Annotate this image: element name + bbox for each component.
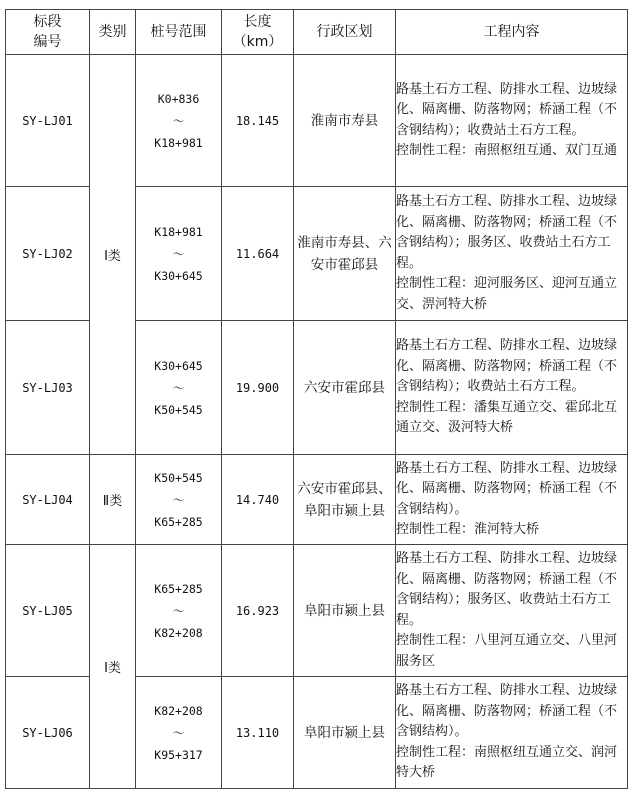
header-range: 桩号范围 <box>136 10 222 55</box>
range-start: K82+208 <box>154 703 203 718</box>
range-end: K65+285 <box>154 514 203 529</box>
range-start: K65+285 <box>154 581 203 596</box>
content-cell <box>396 455 628 545</box>
header-row <box>6 10 628 55</box>
content-cell <box>396 55 628 187</box>
region-cell: 阜阳市颍上县 <box>294 677 396 789</box>
region-cell: 阜阳市颍上县 <box>294 545 396 677</box>
content-cell <box>396 677 628 789</box>
range-end: K18+981 <box>154 135 203 150</box>
length-cell: 13.110 <box>222 677 294 789</box>
range-tilde: ～ <box>172 380 185 395</box>
section-code: SY-LJ06 <box>6 677 90 789</box>
range-start: K18+981 <box>154 224 203 239</box>
control-text: 控制性工程：南照枢纽互通、双门互通 <box>396 143 618 158</box>
control-text: 控制性工程：潘集互通立交、霍邱北互通立交、汲河特大桥 <box>396 399 618 436</box>
region-cell: 淮南市寿县、六安市霍邱县 <box>294 187 396 321</box>
control-text: 控制性工程：八里河互通立交、八里河服务区 <box>396 633 618 669</box>
content-text: 路基土石方工程、防排水工程、边坡绿化、隔离栅、防落物网；桥涵工程（不含钢结构）。 <box>396 683 618 740</box>
content-text: 路基土石方工程、防排水工程、边坡绿化、隔离栅、防落物网；桥涵工程（不含钢结构）；收费站土石方工程。 <box>396 81 618 138</box>
range-cell <box>136 55 222 187</box>
range-tilde: ～ <box>172 113 185 128</box>
header-category: 类别 <box>90 10 136 55</box>
section-code: SY-LJ05 <box>6 545 90 677</box>
header-code: 标段 编号 <box>6 10 90 55</box>
range-cell <box>136 321 222 455</box>
header-content: 工程内容 <box>396 10 628 55</box>
length-cell: 14.740 <box>222 455 294 545</box>
length-cell: 11.664 <box>222 187 294 321</box>
range-tilde: ～ <box>172 246 185 261</box>
category-cell <box>90 455 136 545</box>
category-label: Ⅰ类 <box>104 661 121 676</box>
range-cell <box>136 455 222 545</box>
category-cell <box>90 55 136 455</box>
length-cell: 16.923 <box>222 545 294 677</box>
table-row <box>6 545 628 677</box>
table-row <box>6 455 628 545</box>
content-text: 路基土石方工程、防排水工程、边坡绿化、隔离栅、防落物网；桥涵工程（不含钢结构）；服务区、收费站土石方工程。 <box>396 194 618 271</box>
range-tilde: ～ <box>172 492 185 507</box>
section-code: SY-LJ03 <box>6 321 90 455</box>
content-cell <box>396 545 628 677</box>
range-cell <box>136 187 222 321</box>
range-start: K30+645 <box>154 358 203 373</box>
region-cell: 六安市霍邱县、阜阳市颍上县 <box>294 455 396 545</box>
content-text: 路基土石方工程、防排水工程、边坡绿化、隔离栅、防落物网；桥涵工程（不含钢结构）。 <box>396 460 618 517</box>
bid-sections-table <box>5 9 628 789</box>
category-label: Ⅱ类 <box>102 494 123 509</box>
content-text: 路基土石方工程、防排水工程、边坡绿化、隔离栅、防落物网；桥涵工程（不含钢结构）；收费站土石方工程。 <box>396 338 618 395</box>
range-start: K0+836 <box>157 91 200 106</box>
range-start: K50+545 <box>154 470 203 485</box>
category-cell <box>90 545 136 789</box>
range-cell <box>136 677 222 789</box>
header-region: 行政区划 <box>294 10 396 55</box>
length-cell: 18.145 <box>222 55 294 187</box>
control-text: 控制性工程：迎河服务区、迎河互通立交、淠河特大桥 <box>396 276 618 312</box>
range-tilde: ～ <box>172 725 185 740</box>
content-cell <box>396 187 628 321</box>
header-length: 长度 （km） <box>222 10 294 55</box>
region-cell: 六安市霍邱县 <box>294 321 396 455</box>
control-text: 控制性工程：南照枢纽互通立交、润河特大桥 <box>396 744 618 781</box>
control-text: 控制性工程：淮河特大桥 <box>396 522 540 537</box>
content-cell <box>396 321 628 455</box>
range-end: K82+208 <box>154 625 203 640</box>
range-end: K50+545 <box>154 402 203 417</box>
content-text: 路基土石方工程、防排水工程、边坡绿化、隔离栅、防落物网；桥涵工程（不含钢结构）；服务区、收费站土石方工程。 <box>396 551 618 628</box>
table-row <box>6 55 628 187</box>
category-label: Ⅰ类 <box>104 249 121 264</box>
region-cell: 淮南市寿县 <box>294 55 396 187</box>
range-end: K30+645 <box>154 268 203 283</box>
range-end: K95+317 <box>154 747 203 762</box>
length-cell: 19.900 <box>222 321 294 455</box>
range-tilde: ～ <box>172 603 185 618</box>
section-code: SY-LJ02 <box>6 187 90 321</box>
range-cell <box>136 545 222 677</box>
section-code: SY-LJ01 <box>6 55 90 187</box>
section-code: SY-LJ04 <box>6 455 90 545</box>
